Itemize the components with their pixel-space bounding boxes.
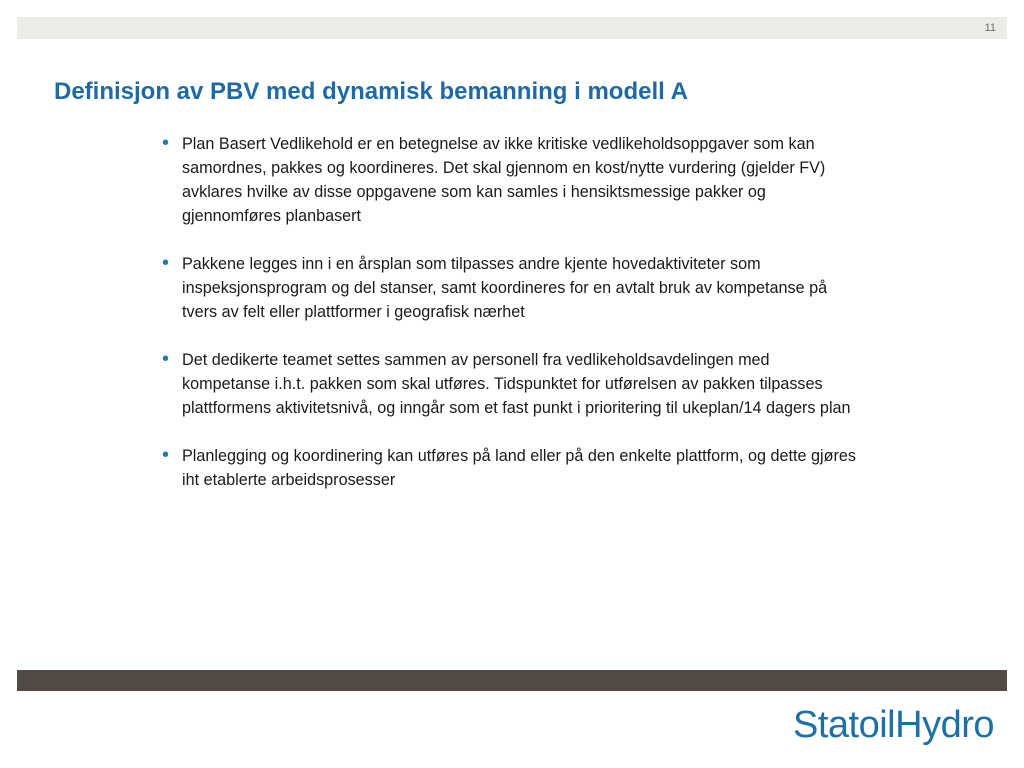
statoilhydro-logo: StatoilHydro	[793, 704, 994, 746]
bullet-dot-icon: •	[162, 132, 170, 154]
bullet-item	[160, 252, 860, 324]
bullet-text: Det dedikerte teamet settes sammen av personell fra vedlikeholdsavdelingen med kompetanse i.h.t. pakken som skal utføres. Tidspunktet for utførelsen av pakken tilpasses plattformens aktivitetsnivå, og inngår som et fast punkt i prioritering til ukeplan/14 dagers plan	[182, 351, 851, 417]
page-number: 11	[984, 22, 996, 34]
bullet-text: Planlegging og koordinering kan utføres på land eller på den enkelte plattform, og dette gjøres iht etablerte arbeidsprosesser	[182, 447, 856, 489]
footer-bar	[17, 670, 1007, 691]
bullet-text: Pakkene legges inn i en årsplan som tilpasses andre kjente hovedaktiviteter som inspeksjonsprogram og del stanser, samt koordineres for en avtalt bruk av kompetanse på tvers av felt eller plattformer i geografisk nærhet	[182, 255, 828, 321]
slide-title: Definisjon av PBV med dynamisk bemanning i modell A	[54, 78, 688, 105]
header-bar	[17, 17, 1007, 39]
bullet-item	[160, 348, 860, 420]
bullet-text: Plan Basert Vedlikehold er en betegnelse av ikke kritiske vedlikeholdsoppgaver som kan samordnes, pakkes og koordineres. Det skal gjennom en kost/nytte vurdering (gjelder FV) avklares hvilke av disse oppgavene som kan samles i hensiktsmessige pakker og gjennomføres planbasert	[182, 135, 826, 225]
bullet-item	[160, 444, 860, 492]
bullet-item	[160, 132, 860, 228]
bullet-dot-icon: •	[162, 444, 170, 466]
bullet-list	[160, 132, 860, 516]
bullet-dot-icon: •	[162, 252, 170, 274]
bullet-dot-icon: •	[162, 348, 170, 370]
